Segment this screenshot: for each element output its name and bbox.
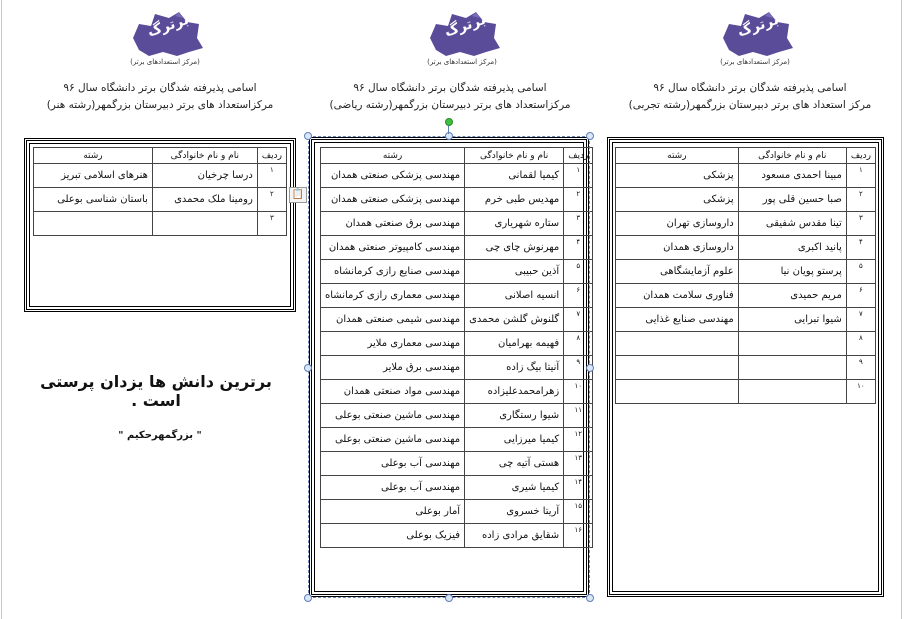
col-header-row: ردیف xyxy=(846,148,875,164)
field-cell: مهندسی ماشین صنعتی بوعلی xyxy=(321,428,465,452)
row-number-cell: ۸ xyxy=(846,332,875,356)
row-number-cell: ۱۴ xyxy=(564,476,593,500)
field-cell: فناوری سلامت همدان xyxy=(616,284,739,308)
field-cell: علوم آزمایشگاهی xyxy=(616,260,739,284)
resize-handle-br[interactable] xyxy=(586,594,594,602)
table-row xyxy=(616,332,876,356)
row-number-cell: ۱۳ xyxy=(564,452,593,476)
name-cell: کیمیا لقمانی xyxy=(465,164,564,188)
name-cell: آریتا خسروی xyxy=(465,500,564,524)
table-row xyxy=(616,260,876,284)
col-header-name: نام و نام خانوادگی xyxy=(152,148,257,164)
name-cell: رومینا ملک محمدی xyxy=(152,188,257,212)
table-row xyxy=(34,164,287,188)
field-cell: هنرهای اسلامی تبریز xyxy=(34,164,153,188)
name-cell: ستاره شهریاری xyxy=(465,212,564,236)
table-row xyxy=(616,164,876,188)
name-cell: انسیه اصلانی xyxy=(465,284,564,308)
paste-options-icon[interactable]: 📋 xyxy=(289,187,307,203)
row-number-cell: ۶ xyxy=(846,284,875,308)
name-cell: شیوا رستگاری xyxy=(465,404,564,428)
logo-brand-text: برترگ xyxy=(735,11,781,41)
field-cell: مهندسی معماری رازی کرمانشاه xyxy=(321,284,465,308)
resize-handle-ml[interactable] xyxy=(304,364,312,372)
field-cell: مهندسی صنایع رازی کرمانشاه xyxy=(321,260,465,284)
heading-line2: مرکزاستعداد های برتر دبیرستان بزرگمهر(رشته ریاضی) xyxy=(329,99,571,111)
col-header-field: رشته xyxy=(616,148,739,164)
table-row xyxy=(34,212,287,236)
logo-caption: (مرکز استعدادهای برتر) xyxy=(720,58,790,66)
field-cell: مهندسی صنایع غذایی xyxy=(616,308,739,332)
name-cell: شیوا تبرایی xyxy=(738,308,846,332)
name-cell: کیمیا میرزایی xyxy=(465,428,564,452)
row-number-cell: ۷ xyxy=(846,308,875,332)
table-row xyxy=(616,380,876,404)
resize-handle-bc[interactable] xyxy=(445,594,453,602)
field-cell: مهندسی مواد صنعتی همدان xyxy=(321,380,465,404)
field-cell xyxy=(616,356,739,380)
row-number-cell: ۶ xyxy=(564,284,593,308)
name-cell xyxy=(152,212,257,236)
table-row xyxy=(616,236,876,260)
field-cell: داروسازی تهران xyxy=(616,212,739,236)
logo-caption: (مرکز استعدادهای برتر) xyxy=(130,58,200,66)
name-cell: تینا مقدس شفیقی xyxy=(738,212,846,236)
name-cell: پرستو پویان نیا xyxy=(738,260,846,284)
field-cell: مهندسی شیمی صنعتی همدان xyxy=(321,308,465,332)
field-cell: داروسازی همدان xyxy=(616,236,739,260)
resize-handle-bl[interactable] xyxy=(304,594,312,602)
row-number-cell: ۱۰ xyxy=(846,380,875,404)
logo-right xyxy=(715,10,795,68)
name-cell xyxy=(738,380,846,404)
right-panel-table xyxy=(615,147,876,404)
row-number-cell: ۲ xyxy=(257,188,286,212)
col-header-field: رشته xyxy=(321,148,465,164)
field-cell: آمار بوعلی xyxy=(321,500,465,524)
name-cell: شقایق مرادی زاده xyxy=(465,524,564,548)
table-row xyxy=(616,188,876,212)
name-cell: صبا حسین قلی پور xyxy=(738,188,846,212)
name-cell: زهرامحمدعلیزاده xyxy=(465,380,564,404)
name-cell: پانید اکبری xyxy=(738,236,846,260)
field-cell: مهندسی برق ملایر xyxy=(321,356,465,380)
field-cell: مهندسی برق صنعتی همدان xyxy=(321,212,465,236)
resize-handle-tr[interactable] xyxy=(586,132,594,140)
motto-text: برترین دانش ها یزدان پرستی است . xyxy=(40,372,272,410)
field-cell: مهندسی پزشکی صنعتی همدان xyxy=(321,188,465,212)
heading-middle xyxy=(300,80,600,114)
name-cell xyxy=(738,356,846,380)
heading-line2: مرکز استعداد های برتر دبیرستان بزرگمهر(رشته تجربی) xyxy=(628,99,872,111)
name-cell: درسا چرخیان xyxy=(152,164,257,188)
table-header-row xyxy=(34,148,287,164)
heading-line2: مرکزاستعداد های برتر دبیرستان بزرگمهر(رشته هنر) xyxy=(46,99,274,111)
row-number-cell: ۵ xyxy=(564,260,593,284)
page-edge-right xyxy=(901,0,902,619)
page-edge-left xyxy=(1,0,2,619)
col-header-row: ردیف xyxy=(257,148,286,164)
field-cell xyxy=(616,380,739,404)
table-row xyxy=(616,308,876,332)
signature-text: " بزرگمهرحکیم " xyxy=(118,430,202,441)
name-cell: مبینا احمدی مسعود xyxy=(738,164,846,188)
field-cell xyxy=(34,212,153,236)
field-cell: پزشکی xyxy=(616,188,739,212)
row-number-cell: ۴ xyxy=(846,236,875,260)
table-row xyxy=(616,284,876,308)
row-number-cell: ۳ xyxy=(564,212,593,236)
name-cell: آنیتا بیگ زاده xyxy=(465,356,564,380)
name-cell: آذین حبیبی xyxy=(465,260,564,284)
resize-handle-mr[interactable] xyxy=(586,364,594,372)
logo-middle xyxy=(422,10,502,68)
row-number-cell: ۲ xyxy=(564,188,593,212)
textbox-selection[interactable] xyxy=(308,136,590,598)
row-number-cell: ۹ xyxy=(846,356,875,380)
row-number-cell: ۷ xyxy=(564,308,593,332)
col-header-name: نام و نام خانوادگی xyxy=(465,148,564,164)
field-cell: باستان شناسی بوعلی xyxy=(34,188,153,212)
row-number-cell: ۱۰ xyxy=(564,380,593,404)
col-header-name: نام و نام خانوادگی xyxy=(738,148,846,164)
name-cell: مهدیس طبی خرم xyxy=(465,188,564,212)
field-cell: پزشکی xyxy=(616,164,739,188)
field-cell: مهندسی ماشین صنعتی بوعلی xyxy=(321,404,465,428)
row-number-cell: ۵ xyxy=(846,260,875,284)
logo-left xyxy=(125,10,205,68)
col-header-field: رشته xyxy=(34,148,153,164)
row-number-cell: ۹ xyxy=(564,356,593,380)
row-number-cell: ۱ xyxy=(257,164,286,188)
logo-caption: (مرکز استعدادهای برتر) xyxy=(427,58,497,66)
field-cell: مهندسی پزشکی صنعتی همدان xyxy=(321,164,465,188)
name-cell: مریم حمیدی xyxy=(738,284,846,308)
name-cell: کیمیا شیری xyxy=(465,476,564,500)
field-cell: مهندسی کامپیوتر صنعتی همدان xyxy=(321,236,465,260)
name-cell: فهیمه بهرامیان xyxy=(465,332,564,356)
heading-left xyxy=(20,80,300,114)
left-panel-table xyxy=(33,147,287,236)
row-number-cell: ۱۲ xyxy=(564,428,593,452)
row-number-cell: ۱۱ xyxy=(564,404,593,428)
row-number-cell: ۱۶ xyxy=(564,524,593,548)
row-number-cell: ۱ xyxy=(846,164,875,188)
resize-handle-tc[interactable] xyxy=(445,132,453,140)
row-number-cell: ۱۵ xyxy=(564,500,593,524)
logo-brand-text: برترگ xyxy=(442,11,488,41)
table-row xyxy=(616,212,876,236)
name-cell: مهرنوش چای چی xyxy=(465,236,564,260)
heading-line1: اسامی پذیرفته شدگان برتر دانشگاه سال ۹۶ xyxy=(353,82,547,94)
row-number-cell: ۸ xyxy=(564,332,593,356)
field-cell: مهندسی آب بوعلی xyxy=(321,476,465,500)
row-number-cell: ۳ xyxy=(257,212,286,236)
table-row xyxy=(616,356,876,380)
name-cell: گلنوش گلشن محمدی xyxy=(465,308,564,332)
field-cell: مهندسی آب بوعلی xyxy=(321,452,465,476)
field-cell: مهندسی معماری ملایر xyxy=(321,332,465,356)
name-cell: هستی آتیه چی xyxy=(465,452,564,476)
row-number-cell: ۳ xyxy=(846,212,875,236)
row-number-cell: ۴ xyxy=(564,236,593,260)
name-cell xyxy=(738,332,846,356)
rotate-handle[interactable] xyxy=(445,118,453,126)
table-row xyxy=(34,188,287,212)
resize-handle-tl[interactable] xyxy=(304,132,312,140)
row-number-cell: ۲ xyxy=(846,188,875,212)
col-header-row: ردیف xyxy=(564,148,593,164)
field-cell xyxy=(616,332,739,356)
row-number-cell: ۱ xyxy=(564,164,593,188)
field-cell: فیزیک بوعلی xyxy=(321,524,465,548)
heading-right xyxy=(600,80,900,114)
table-header-row xyxy=(616,148,876,164)
logo-brand-text: برترگ xyxy=(145,11,191,41)
heading-line1: اسامی پذیرفته شدگان برتر دانشگاه سال ۹۶ xyxy=(63,82,257,94)
heading-line1: اسامی پذیرفته شدگان برتر دانشگاه سال ۹۶ xyxy=(653,82,847,94)
